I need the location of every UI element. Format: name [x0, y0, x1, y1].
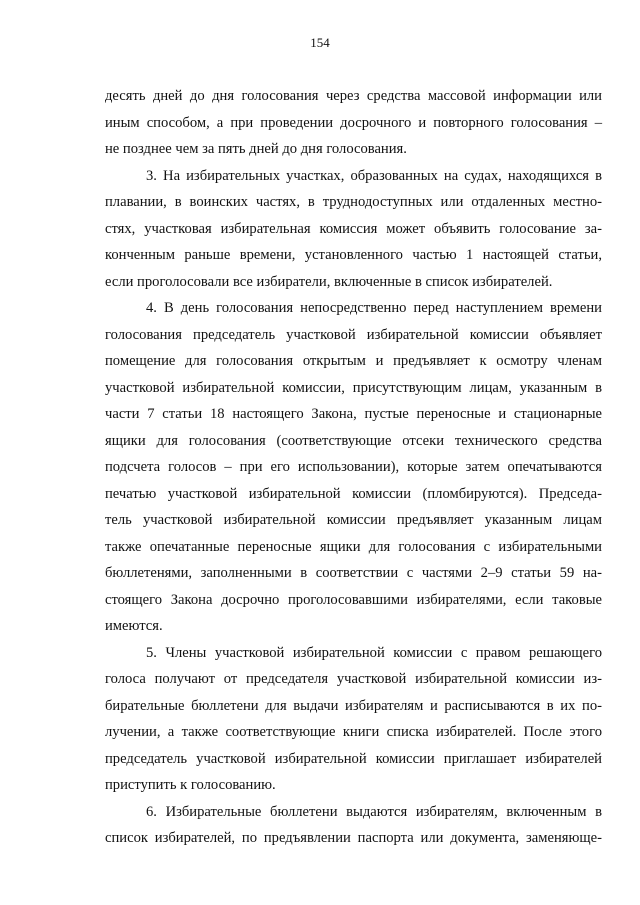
- text-line: лучении, а также соответствующие книги списка избирателей. После этого: [105, 724, 602, 740]
- text-line: участковой избирательной комиссии, присутствующим лицам, указанным в: [105, 379, 602, 396]
- text-line: помещение для голосования открытым и предъявляет к осмотру членам: [105, 353, 602, 369]
- text-line: 6. Избирательные бюллетени выдаются избирателям, включенным в: [146, 803, 602, 820]
- text-line: если проголосовали все избиратели, включенные в список избирателей.: [105, 273, 553, 290]
- text-line: иным способом, а при проведении досрочного и повторного голосования –: [105, 114, 602, 131]
- text-line: имеются.: [105, 618, 163, 634]
- text-line: список избирателей, по предъявлении паспорта или документа, заменяюще-: [105, 830, 602, 846]
- text-line: 4. В день голосования непосредственно перед наступлением времени: [146, 300, 602, 316]
- text-line: бюллетенями, заполненными в соответствии с частями 2–9 статьи 59 на-: [105, 565, 602, 581]
- text-line: тель участковой избирательной комиссии предъявляет указанным лицам: [105, 512, 602, 528]
- text-line: 3. На избирательных участках, образованных на судах, находящихся в: [146, 167, 602, 184]
- text-line: десять дней до дня голосования через средства массовой информации или: [105, 88, 602, 104]
- text-line: не позднее чем за пять дней до дня голосования.: [105, 141, 407, 157]
- text-line: бирательные бюллетени для выдачи избирателям и расписываются в их по-: [105, 697, 602, 714]
- text-line: печатью участковой избирательной комиссии (пломбируются). Председа-: [105, 485, 602, 502]
- body-text: [105, 83, 602, 852]
- text-line: приступить к голосованию.: [105, 777, 276, 793]
- text-line: голосования председатель участковой избирательной комиссии объявляет: [105, 326, 602, 343]
- paragraph: [105, 640, 602, 799]
- page-number: 154: [310, 35, 330, 50]
- text-line: части 7 статьи 18 настоящего Закона, пустые переносные и стационарные: [105, 406, 602, 422]
- text-line: стях, участковая избирательная комиссия может объявить голосование за-: [105, 220, 602, 237]
- text-line: председатель участковой избирательной комиссии приглашает избирателей: [105, 750, 602, 767]
- paragraph: [105, 83, 602, 163]
- text-line: ящики для голосования (соответствующие отсеки технического средства: [105, 432, 602, 449]
- text-line: также опечатанные переносные ящики для голосования с избирательными: [105, 538, 602, 555]
- text-line: голоса получают от председателя участковой избирательной комиссии из-: [105, 671, 602, 687]
- text-line: конченным раньше времени, установленного частью 1 настоящей статьи,: [105, 247, 602, 263]
- paragraph: [105, 295, 602, 640]
- text-line: плавании, в воинских частях, в труднодоступных или отдаленных местно-: [105, 194, 602, 210]
- text-line: 5. Члены участковой избирательной комиссии с правом решающего: [146, 644, 602, 661]
- text-line: подсчета голосов – при его использовании), которые затем опечатываются: [105, 459, 602, 475]
- text-line: стоящего Закона досрочно проголосовавшими избирателями, если таковые: [105, 591, 602, 608]
- paragraph: [105, 163, 602, 296]
- paragraph: [105, 799, 602, 852]
